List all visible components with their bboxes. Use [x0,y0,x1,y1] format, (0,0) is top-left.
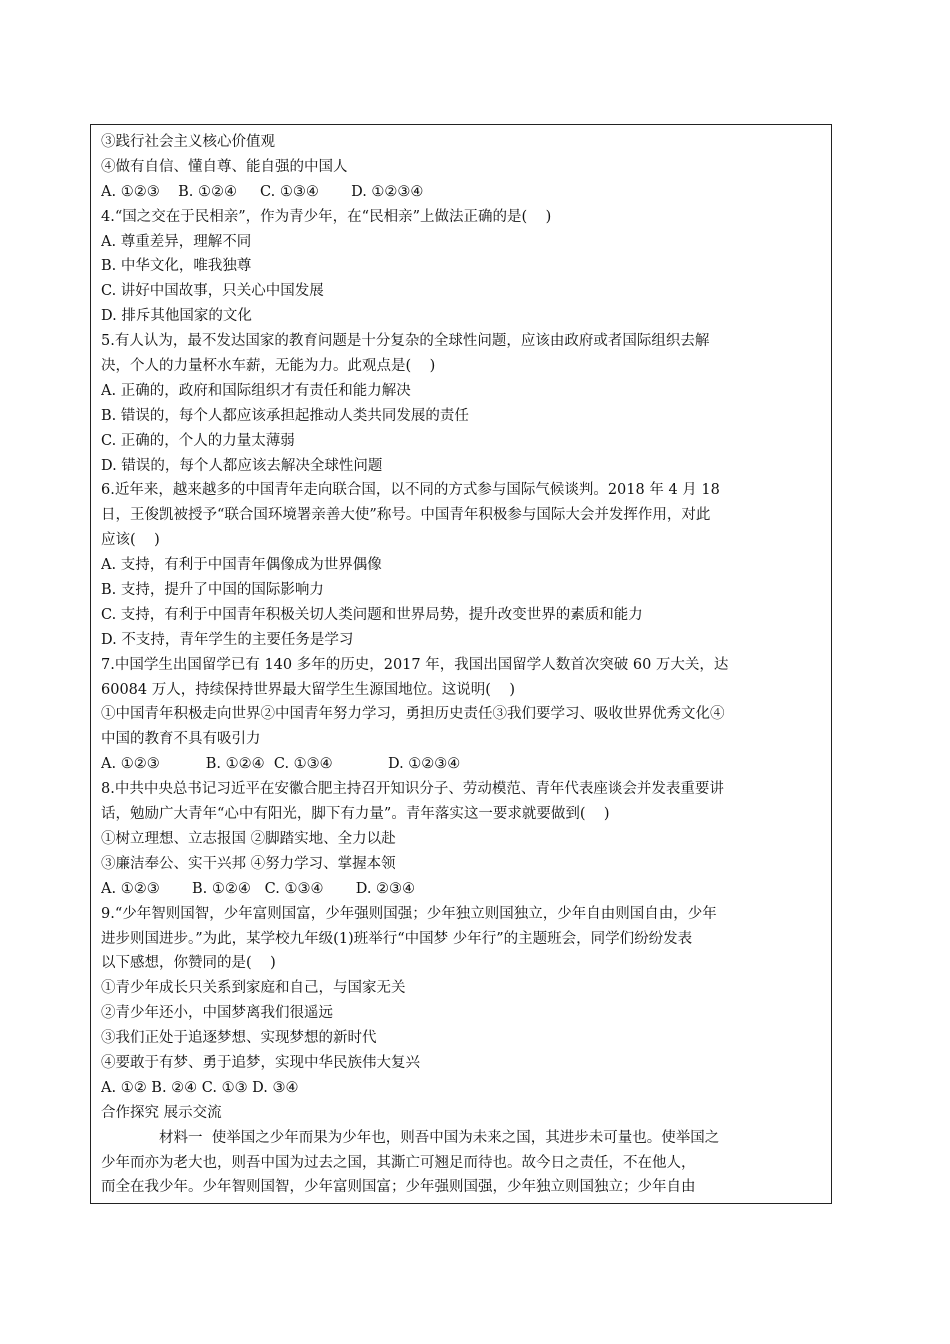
question-6-cont: 应该( ) [101,532,160,549]
material-paragraph: 材料一 使举国之少年而果为少年也，则吾中国为未来之国，其进步未可量也。使举国之 [159,1129,720,1146]
option-b: B. 错误的，每个人都应该承担起推动人类共同发展的责任 [101,407,469,424]
question-9-cont: 以下感想，你赞同的是( ) [101,955,276,972]
section-heading: 合作探究 展示交流 [101,1104,222,1121]
question-4: 4.“国之交在于民相亲”，作为青少年，在“民相亲”上做法正确的是( ) [101,208,552,225]
question-7-cont: 60084 万人，持续保持世界最大留学生生源国地位。这说明( ) [101,681,515,698]
statement: ①青少年成长只关系到家庭和自己，与国家无关 [101,980,406,997]
option-c: C. 支持，有利于中国青年积极关切人类问题和世界局势，提升改变世界的素质和能力 [101,606,643,623]
question-8-cont: 话，勉励广大青年“心中有阳光，脚下有力量”。青年落实这一要求就要做到( ) [101,806,610,823]
material-paragraph-cont: 少年而亦为老大也，则吾中国为过去之国，其澌亡可翘足而待也。故今日之责任，不在他人， [101,1154,696,1171]
statements: ③廉洁奉公、实干兴邦 ④努力学习、掌握本领 [101,855,396,872]
option-b: B. 中华文化，唯我独尊 [101,258,252,275]
statements-cont: 中国的教育不具有吸引力 [101,731,261,748]
statement: ④要敢于有梦、勇于追梦，实现中华民族伟大复兴 [101,1054,420,1071]
content-frame [90,124,832,1204]
option-d: D. 不支持，青年学生的主要任务是学习 [101,631,354,648]
answer-options: A. ①②③ B. ①②④ C. ①③④ D. ①②③④ [101,183,424,200]
question-9-cont: 进步则国进步。”为此，某学校九年级(1)班举行“中国梦 少年行”的主题班会，同学们纷纷发表 [101,930,693,947]
option-d: D. 错误的，每个人都应该去解决全球性问题 [101,457,383,474]
answer-options: A. ①②③ B. ①②④ C. ①③④ D. ①②③④ [101,756,461,773]
question-5-cont: 决，个人的力量杯水车薪，无能为力。此观点是( ) [101,358,436,375]
option-d: D. 排斥其他国家的文化 [101,308,252,325]
text-line: ④做有自信、懂自尊、能自强的中国人 [101,158,348,175]
question-5: 5.有人认为，最不发达国家的教育问题是十分复杂的全球性问题，应该由政府或者国际组织去解 [101,333,710,350]
option-a: A. 正确的，政府和国际组织才有责任和能力解决 [101,382,411,399]
question-6-cont: 日，王俊凯被授予“联合国环境署亲善大使”称号。中国青年积极参与国际大会并发挥作用，对此 [101,507,711,524]
document-body [101,130,825,1200]
option-a: A. 支持，有利于中国青年偶像成为世界偶像 [101,557,382,574]
option-a: A. 尊重差异，理解不同 [101,233,252,250]
answer-options: A. ①② B. ②④ C. ①③ D. ③④ [101,1079,299,1096]
option-c: C. 正确的，个人的力量太薄弱 [101,432,295,449]
text-line: ③践行社会主义核心价值观 [101,134,275,150]
statements: ①中国青年积极走向世界②中国青年努力学习，勇担历史责任③我们要学习、吸收世界优秀文化④ [101,706,725,723]
material-paragraph-cont: 而全在我少年。少年智则国智，少年富则国富；少年强则国强，少年独立则国独立；少年自由 [101,1179,696,1196]
question-7: 7.中国学生出国留学已有 140 多年的历史，2017 年，我国出国留学人数首次突破 60 万大关，达 [101,656,729,673]
question-9: 9.“少年智则国智，少年富则国富，少年强则国强；少年独立则国独立，少年自由则国自由，少年 [101,905,717,922]
option-c: C. 讲好中国故事，只关心中国发展 [101,283,324,300]
answer-options: A. ①②③ B. ①②④ C. ①③④ D. ②③④ [101,880,416,897]
option-b: B. 支持，提升了中国的国际影响力 [101,582,324,599]
statements: ①树立理想、立志报国 ②脚踏实地、全力以赴 [101,830,396,847]
statement: ②青少年还小，中国梦离我们很遥远 [101,1005,333,1022]
question-6: 6.近年来，越来越多的中国青年走向联合国，以不同的方式参与国际气候谈判。2018 年 4 月 18 [101,482,720,499]
statement: ③我们正处于追逐梦想、实现梦想的新时代 [101,1030,377,1047]
question-8: 8.中共中央总书记习近平在安徽合肥主持召开知识分子、劳动模范、青年代表座谈会并发表重要讲 [101,781,724,798]
